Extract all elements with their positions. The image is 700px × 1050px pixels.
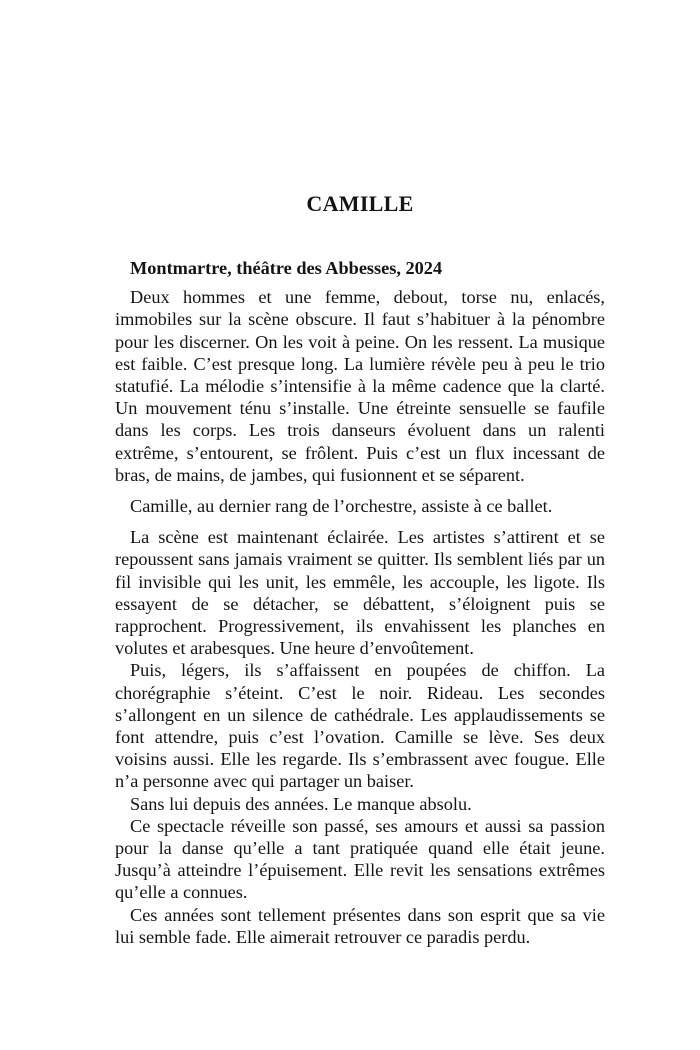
section-heading: Montmartre, théâtre des Abbesses, 2024	[130, 258, 443, 278]
paragraph-4: Puis, légers, ils s’affaissent en poupées de chiffon. La chorégraphie s’éteint. C’est le noir. Rideau. Les secondes s’allongent en un silence de cathédrale. Les applaudissements se font attendre, puis c’est l’ovation. Camille se lève. Ses deux voisins aussi. Elle les regarde. Ils s’embrassent avec fougue. Elle n’a personne avec qui partager un baiser.	[115, 660, 605, 792]
chapter-title: CAMILLE	[306, 191, 414, 216]
page-body	[115, 257, 605, 948]
paragraph-3: La scène est maintenant éclairée. Les artistes s’attirent et se repoussent sans jamais vraiment se quitter. Ils semblent liés par un fil invisible qui les unit, les emmêle, les accouple, les ligote. Ils essayent de se détacher, se débattent, s’éloignent puis se rapprochent. Progressivement, ils envahissent les planches en volutes et arabesques. Une heure d’envoûtement.	[115, 527, 605, 659]
paragraph-2: Camille, au dernier rang de l’orchestre, assiste à ce ballet.	[130, 496, 553, 517]
paragraph-5: Sans lui depuis des années. Le manque absolu.	[130, 793, 472, 814]
paragraph-1: Deux hommes et une femme, debout, torse nu, enlacés, immobiles sur la scène obscure. Il faut s’habituer à la pénombre pour les discerner. On les voit à peine. On les ressent. La musique est faible. C’est presque long. La lumière révèle peu à peu le trio statufié. La mélodie s’intensifie à la même cadence que la clarté. Un mouvement ténu s’installe. Une étreinte sensuelle se faufile dans les corps. Les trois danseurs évoluent dans un ralenti extrême, s’entourent, se frôlent. Puis c’est un flux incessant de bras, de mains, de jambes, qui fusionnent et se séparent.	[115, 287, 605, 485]
paragraph-7: Ces années sont tellement présentes dans son esprit que sa vie lui semble fade. Elle aimerait retrouver ce paradis perdu.	[115, 904, 605, 947]
paragraph-6: Ce spectacle réveille son passé, ses amours et aussi sa passion pour la danse qu’elle a tant pratiquée quand elle était jeune. Jusqu’à atteindre l’épuisement. Elle revit les sensations extrêmes qu’elle a connues.	[115, 815, 605, 903]
